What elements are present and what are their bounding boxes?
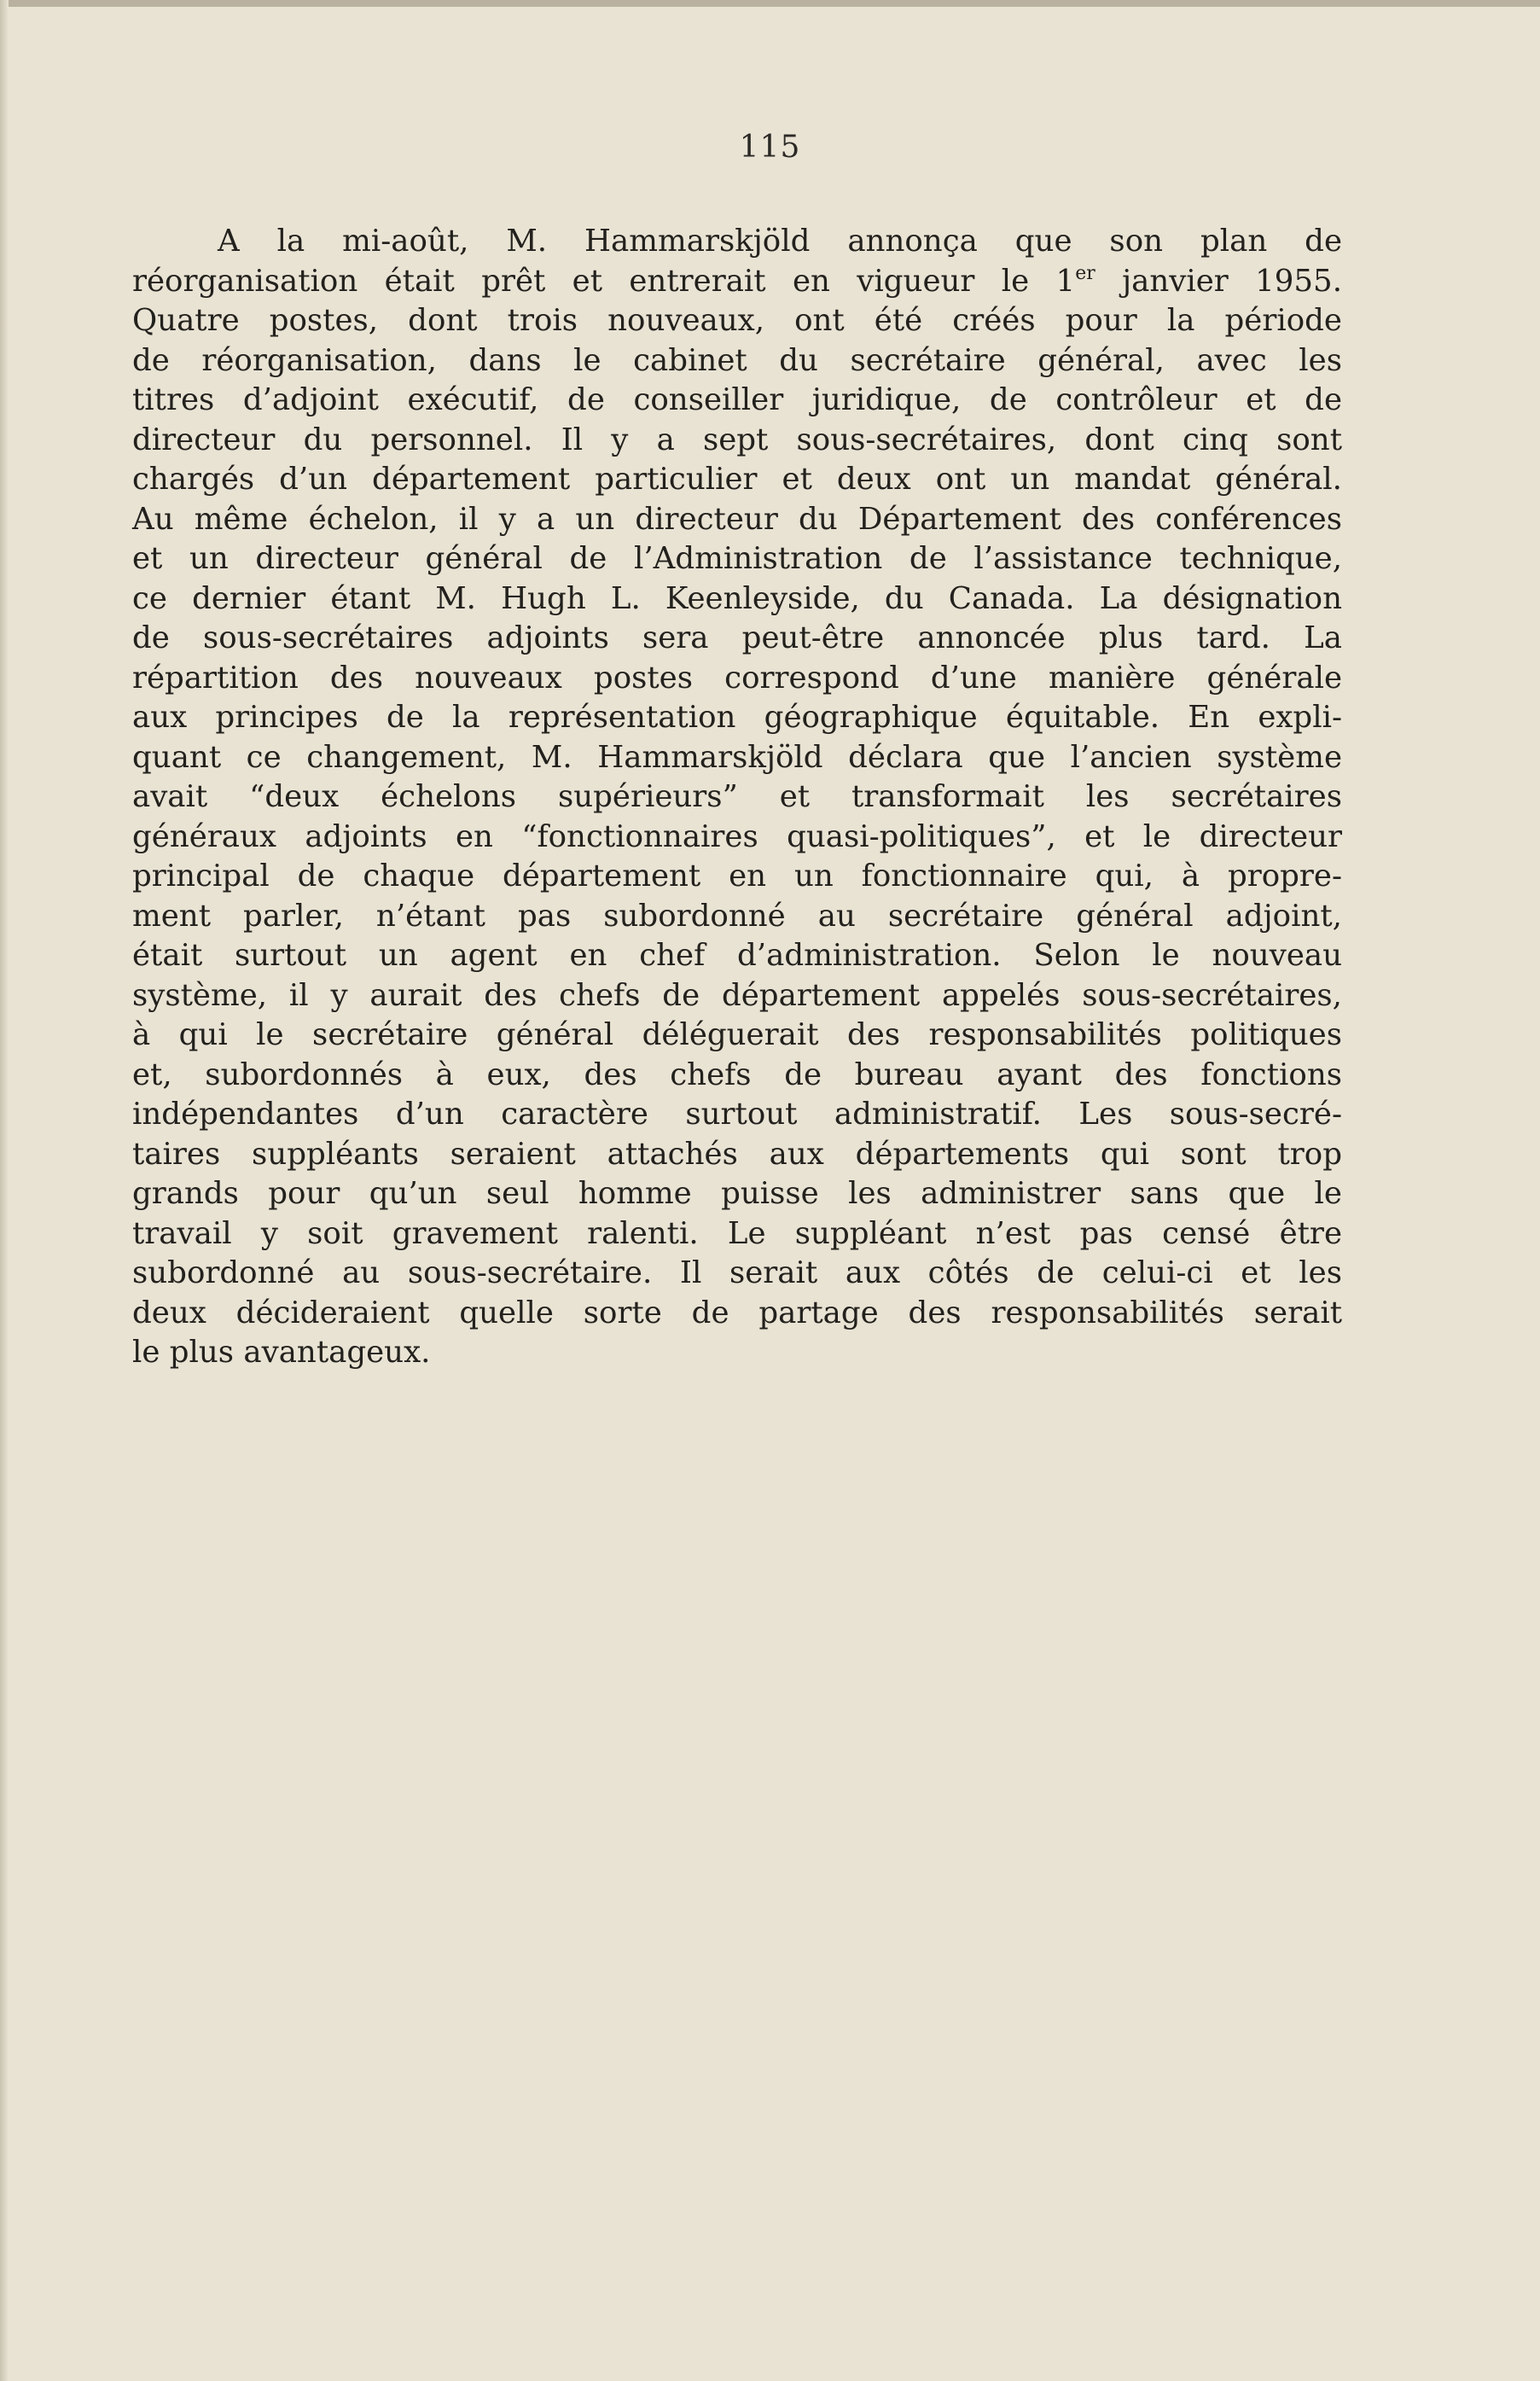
page-top-edge <box>0 0 1540 7</box>
paragraph-line: A la mi-août, M. Hammarskjöld annonça que son plan de <box>218 224 1342 259</box>
paragraph-line: de sous-secrétaires adjoints sera peut-être annoncée plus tard. La <box>132 620 1342 655</box>
paragraph-line: généraux adjoints en “fonctionnaires quasi-politiques”, et le directeur <box>132 818 1342 854</box>
paragraph-line: grands pour qu’un seul homme puisse les administrer sans que le <box>132 1176 1342 1211</box>
page-number: 115 <box>739 130 801 165</box>
page-left-edge <box>0 0 9 2381</box>
paragraph-line: avait “deux échelons supérieurs” et transformait les secrétaires <box>132 779 1342 814</box>
paragraph-line: Quatre postes, dont trois nouveaux, ont été créés pour la période <box>132 303 1342 338</box>
paragraph-line: le plus avantageux. <box>132 1335 431 1370</box>
paragraph-line: subordonné au sous-secrétaire. Il serait aux côtés de celui-ci et les <box>132 1255 1342 1290</box>
paragraph-line: de réorganisation, dans le cabinet du secrétaire général, avec les <box>132 342 1342 378</box>
superscript-er: er <box>1075 262 1095 284</box>
paragraph-line: Au même échelon, il y a un directeur du Département des conférences <box>132 501 1342 537</box>
paragraph-line: ment parler, n’étant pas subordonné au secrétaire général adjoint, <box>132 898 1342 934</box>
paragraph-line: titres d’adjoint exécutif, de conseiller juridique, de contrôleur et de <box>132 382 1342 417</box>
line-text: réorganisation était prêt et entrerait en vigueur le 1 <box>132 263 1076 299</box>
paragraph-line: ce dernier étant M. Hugh L. Keenleyside, du Canada. La désignation <box>132 580 1342 616</box>
paragraph-line: et, subordonnés à eux, des chefs de bureau ayant des fonctions <box>132 1057 1342 1092</box>
paragraph-line: directeur du personnel. Il y a sept sous-secrétaires, dont cinq sont <box>132 422 1342 457</box>
paragraph-line: à qui le secrétaire général déléguerait des responsabilités politiques <box>132 1017 1342 1052</box>
paragraph-line: deux décideraient quelle sorte de partage des responsabilités serait <box>132 1295 1342 1330</box>
paragraph-line: aux principes de la représentation géographique équitable. En expli- <box>132 700 1342 735</box>
paragraph-line: répartition des nouveaux postes correspond d’une manière générale <box>132 660 1342 696</box>
paragraph-line: chargés d’un département particulier et deux ont un mandat général. <box>132 462 1342 497</box>
paragraph-line: système, il y aurait des chefs de département appelés sous-secrétaires, <box>132 977 1342 1013</box>
paragraph-line: indépendantes d’un caractère surtout administratif. Les sous-secré- <box>132 1097 1342 1132</box>
line-text: janvier 1955. <box>1095 263 1343 299</box>
paragraph-line: taires suppléants seraient attachés aux départements qui sont trop <box>132 1136 1342 1172</box>
paragraph-line: quant ce changement, M. Hammarskjöld déclara que l’ancien système <box>132 739 1342 775</box>
paragraph-line: était surtout un agent en chef d’administration. Selon le nouveau <box>132 938 1342 973</box>
paragraph-line: travail y soit gravement ralenti. Le suppléant n’est pas censé être <box>132 1215 1342 1251</box>
paragraph-line: et un directeur général de l’Administration de l’assistance technique, <box>132 541 1342 576</box>
body-paragraph <box>132 222 1342 1373</box>
paragraph-line: principal de chaque département en un fonctionnaire qui, à propre- <box>132 859 1342 894</box>
paragraph-line <box>132 262 1342 302</box>
